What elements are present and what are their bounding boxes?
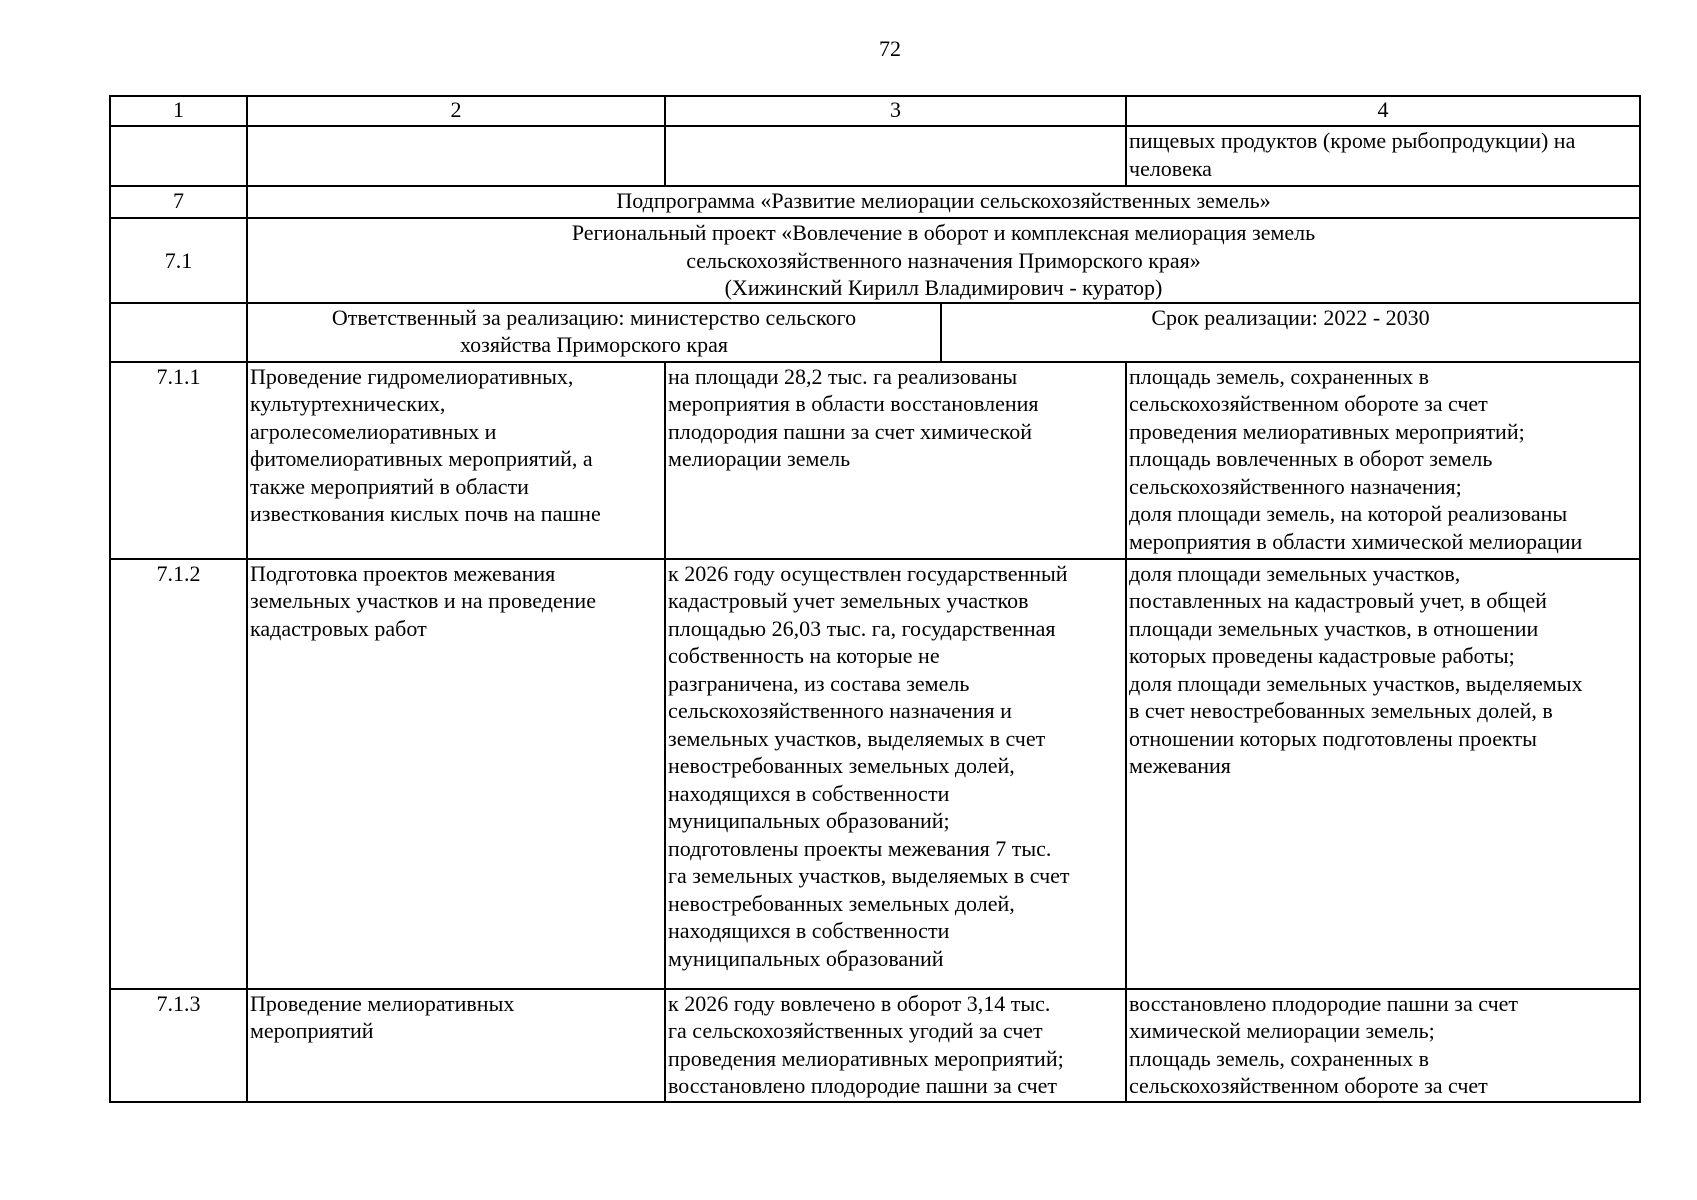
program-table bbox=[109, 95, 1641, 1103]
page-number: 72 bbox=[879, 36, 901, 61]
indicators-cell: восстановлено плодородие пашни за счет химической мелиорации земель; площадь земель, сохраненных в сельскохозяйственном обороте за счет bbox=[1126, 989, 1640, 1102]
implementation-period: Срок реализации: 2022 - 2030 bbox=[941, 303, 1640, 362]
responsible-empty-cell bbox=[110, 303, 247, 362]
column-number-1: 1 bbox=[110, 96, 247, 126]
project-title: Региональный проект «Вовлечение в оборот и комплексная мелиорация земель сельскохозяйственного назначения Приморского края» (Хижинский Кирилл Владимирович - куратор) bbox=[247, 218, 1640, 303]
continuation-cell-3 bbox=[665, 126, 1126, 186]
column-number-3: 3 bbox=[665, 96, 1126, 126]
regional-project-row bbox=[110, 218, 1640, 303]
result-cell: на площади 28,2 тыс. га реализованы мероприятия в области восстановления плодородия пашни за счет химической мелиорации земель bbox=[665, 362, 1126, 559]
continuation-cell-1 bbox=[110, 126, 247, 186]
indicators-cell: площадь земель, сохраненных в сельскохозяйственном обороте за счет проведения мелиоративных мероприятий; площадь вовлеченных в оборот земель сельскохозяйственного назначения; доля площади земель, на которой реализованы мероприятия в области химической мелиорации bbox=[1126, 362, 1640, 559]
continuation-cell-4: пищевых продуктов (кроме рыбопродукции) на человека bbox=[1126, 126, 1640, 186]
result-cell: к 2026 году вовлечено в оборот 3,14 тыс. га сельскохозяйственных угодий за счет проведения мелиоративных мероприятий; восстановлено плодородие пашни за счет bbox=[665, 989, 1126, 1102]
continuation-row bbox=[110, 126, 1640, 186]
table-row bbox=[110, 559, 1640, 989]
result-cell: к 2026 году осуществлен государственный кадастровый учет земельных участков площадью 26,03 тыс. га, государственная собственность на которые не разграничена, из состава земель сельскохозяйственного назначения и земельных участков, выделяемых в счет невостребованных земельных долей, находящихся в собственности муниципальных образований; подготовлены проекты межевания 7 тыс. га земельных участков, выделяемых в счет невостребованных земельных долей, находящихся в собственности муниципальных образований bbox=[665, 559, 1126, 989]
subprogram-title: Подпрограмма «Развитие мелиорации сельскохозяйственных земель» bbox=[247, 186, 1640, 218]
row-number: 7.1.1 bbox=[110, 362, 247, 559]
subprogram-number: 7 bbox=[110, 186, 247, 218]
row-number: 7.1.2 bbox=[110, 559, 247, 989]
column-number-header-row bbox=[110, 96, 1640, 126]
column-number-2: 2 bbox=[247, 96, 665, 126]
row-number: 7.1.3 bbox=[110, 989, 247, 1102]
indicators-cell: доля площади земельных участков, поставленных на кадастровый учет, в общей площади земельных участков, в отношении которых проведены кадастровые работы; доля площади земельных участков, выделяемых в счет невостребованных земельных долей, в отношении которых подготовлены проекты межевания bbox=[1126, 559, 1640, 989]
column-number-4: 4 bbox=[1126, 96, 1640, 126]
task-cell: Проведение мелиоративных мероприятий bbox=[247, 989, 665, 1102]
table-row bbox=[110, 362, 1640, 559]
project-number: 7.1 bbox=[110, 218, 247, 303]
table-row bbox=[110, 989, 1640, 1102]
responsible-party: Ответственный за реализацию: министерство сельского хозяйства Приморского края bbox=[247, 303, 941, 362]
subprogram-row bbox=[110, 186, 1640, 218]
continuation-cell-2 bbox=[247, 126, 665, 186]
task-cell: Проведение гидромелиоративных, культуртехнических, агролесомелиоративных и фитомелиоративных мероприятий, а также мероприятий в области известкования кислых почв на пашне bbox=[247, 362, 665, 559]
task-cell: Подготовка проектов межевания земельных участков и на проведение кадастровых работ bbox=[247, 559, 665, 989]
responsible-row bbox=[110, 303, 1640, 362]
